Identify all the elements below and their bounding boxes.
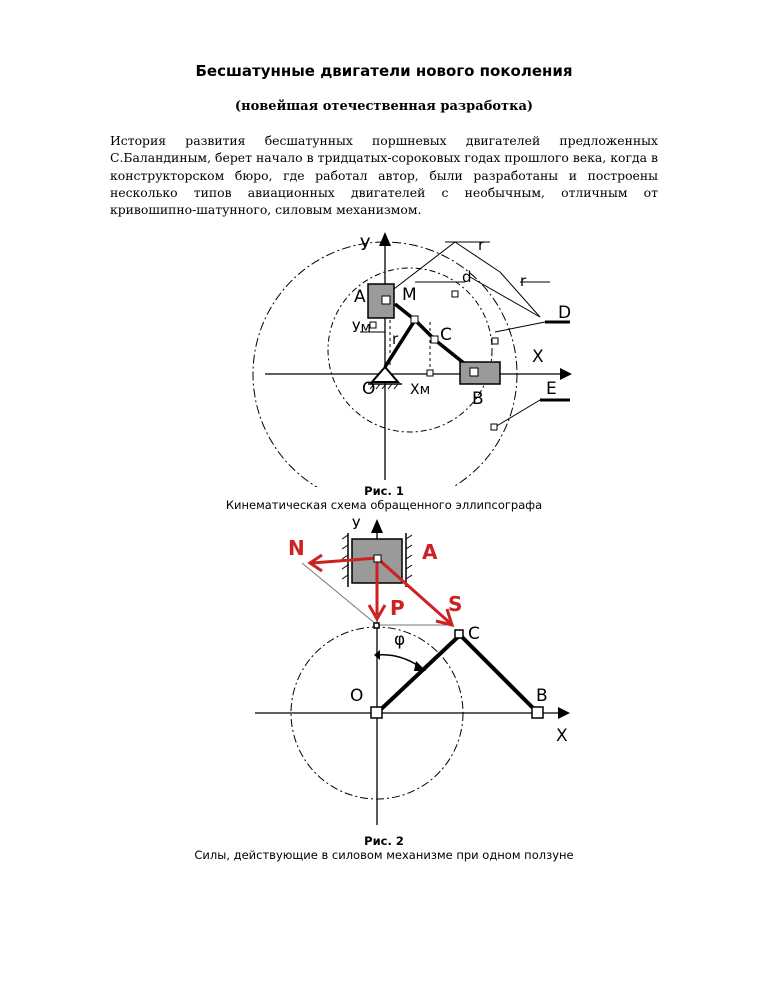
fig1-label-o: О [362, 379, 376, 399]
page-subtitle: (новейшая отечественная разработка) [234, 99, 534, 114]
fig2-label-x: Х [556, 726, 568, 746]
figure-2-caption [0, 834, 768, 862]
fig1-label-e: Е [546, 379, 557, 399]
x-axis-arrow [560, 368, 572, 380]
figure-2-diagram [240, 515, 580, 835]
figure-1-caption [0, 484, 768, 512]
slider-b [460, 362, 500, 384]
fig1-label-d-big: D [558, 303, 572, 323]
fig2-label-n: N [288, 536, 305, 560]
intro-paragraph: История развития бесшатунных поршневых двигателей предложенных С.Баландиным, берет начало в тридцатых-сороковых годах прошлого века, когда в конструкторском бюро, где работал автор, были разработаны и построены несколько типов авиационных двигателей с необычным, отличным от кривошипно-шатунного, силовым механизмом. [110, 133, 658, 218]
fig2-y-axis-arrow [371, 519, 383, 533]
fig1-label-b: В [472, 389, 484, 409]
figure-1-caption-text: Кинематическая схема обращенного эллипсографа [225, 498, 543, 512]
fig2-label-c: С [468, 624, 480, 644]
fig1-label-ym: Ум [352, 320, 372, 336]
link-cb2 [460, 635, 538, 713]
fig2-label-a: А [422, 540, 438, 564]
fig1-label-r-inner: r [392, 330, 399, 348]
fig2-label-phi: φ [394, 630, 406, 650]
fig2-label-b: В [536, 686, 548, 706]
fig2-label-p: Р [390, 596, 405, 620]
figure-1-number: Рис. 1 [364, 484, 404, 498]
fig1-label-r-top: r [478, 236, 485, 254]
fig1-label-a: А [354, 287, 366, 307]
figure-2-caption-text: Силы, действующие в силовом механизме при одном ползуне [194, 848, 574, 862]
phi-arc [377, 655, 420, 667]
force-s [377, 558, 450, 623]
link-oc [377, 635, 460, 713]
y-axis-arrow [379, 232, 391, 246]
fig1-label-d-small: d [462, 268, 472, 286]
fig1-label-xm: Хм [410, 382, 431, 398]
fig2-label-y: У [352, 517, 361, 533]
fig2-label-s: S [448, 592, 463, 616]
figure-1-diagram [240, 222, 580, 487]
fig1-label-m: М [402, 285, 417, 305]
fig2-x-axis-arrow [558, 707, 570, 719]
fig1-label-x: Х [532, 347, 544, 367]
figure-2-number: Рис. 2 [364, 834, 404, 848]
fig1-label-r-right: r [520, 272, 527, 290]
page-title: Бесшатунные двигатели нового поколения [195, 62, 573, 80]
fig1-label-c: С [440, 325, 452, 345]
fig1-label-y: У [360, 235, 371, 255]
fig2-label-o: О [350, 686, 364, 706]
